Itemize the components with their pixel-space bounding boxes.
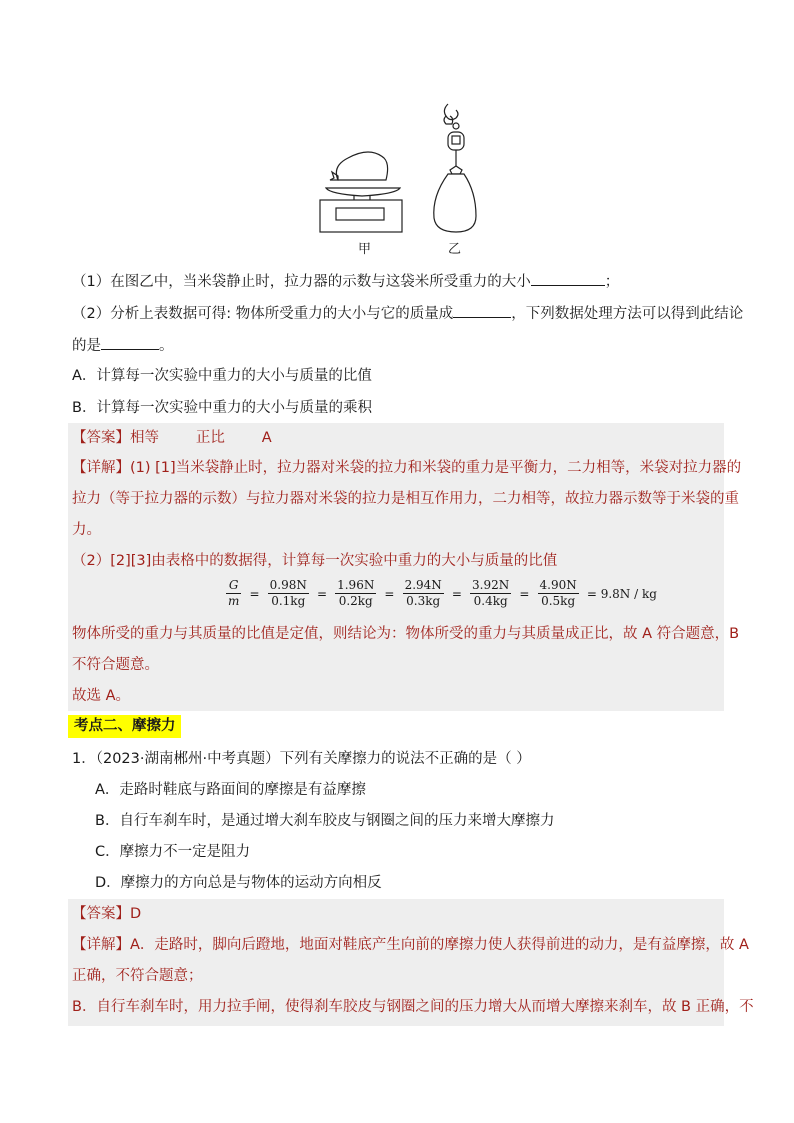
formula-num: 2.94N — [404, 578, 442, 592]
detail-1-line-2: 拉力（等于拉力器的示数）与拉力器对米袋的拉力是相互作用力，二力相等，故拉力器示数等于米袋的重 — [72, 491, 739, 507]
question-2-line2-end: 。 — [159, 338, 174, 354]
formula-g: G — [226, 578, 241, 594]
detail-2-line-3: B．自行车刹车时，用力拉手闸，使得刹车胶皮与钢圈之间的压力增大从而增大摩擦来刹车，故 B 正确，不 — [72, 999, 754, 1015]
figure-label-jia: 甲 — [358, 242, 372, 257]
formula-frac-1 — [268, 578, 309, 609]
answer-1 — [72, 428, 272, 448]
option-b: B．计算每一次实验中重力的大小与质量的乘积 — [72, 400, 372, 416]
question-1-text: （1）在图乙中，当米袋静止时，拉力器的示数与这袋米所受重力的大小 — [72, 274, 531, 290]
friction-option-a: A．走路时鞋底与路面间的摩擦是有益摩擦 — [95, 782, 366, 798]
detail-2-line-1 — [72, 935, 749, 955]
formula-frac-3 — [403, 578, 444, 609]
formula-eq: = — [451, 586, 462, 601]
answer-blank-2[interactable] — [453, 302, 511, 318]
friction-option-b: B．自行车刹车时，是通过增大刹车胶皮与钢圈之间的压力来增大摩擦力 — [95, 813, 555, 829]
question-2-text: （2）分析上表数据可得: 物体所受重力的大小与它的质量成 — [72, 306, 454, 322]
formula-den: 0.1kg — [271, 594, 306, 608]
answer-value: 相等 正比 A — [130, 430, 272, 446]
friction-option-c: C．摩擦力不一定是阻力 — [95, 844, 251, 860]
formula-result: = 9.8N / kg — [586, 586, 657, 601]
formula-eq: = — [519, 586, 530, 601]
question-1-end: ； — [604, 274, 620, 290]
experiment-figure — [310, 100, 510, 260]
formula-num: 1.96N — [337, 578, 375, 592]
formula-eq: = — [384, 586, 395, 601]
detail-1-line-1 — [72, 458, 741, 478]
ratio-formula — [225, 578, 659, 616]
formula-num: 3.92N — [472, 578, 510, 592]
formula-den: 0.2kg — [338, 594, 373, 608]
formula-frac-2 — [335, 578, 376, 609]
formula-frac-5 — [538, 578, 579, 609]
detail-2-line-2: 正确，不符合题意； — [72, 968, 203, 984]
detail-1-line-3: 力。 — [72, 522, 101, 538]
answer-blank-3[interactable] — [101, 334, 159, 350]
detail-1-line-6: 不符合题意。 — [72, 657, 159, 673]
question-1 — [72, 270, 619, 292]
question-friction-stem: 1．（2023·湖南郴州·中考真题）下列有关摩擦力的说法不正确的是（ ） — [72, 751, 531, 767]
question-2 — [72, 302, 743, 324]
option-a: A．计算每一次实验中重力的大小与质量的比值 — [72, 368, 372, 384]
detail-1-line-5: 物体所受的重力与其质量的比值是定值，则结论为：物体所受的重力与其质量成正比，故 A 符合题意，B — [72, 626, 740, 642]
section-heading: 考点二、摩擦力 — [68, 715, 181, 738]
formula-num: 0.98N — [269, 578, 307, 592]
detail-2-text-1: A．走路时，脚向后蹬地，地面对鞋底产生向前的摩擦力使人获得前进的动力，是有益摩擦，故 A — [130, 937, 749, 953]
figure-label-yi: 乙 — [448, 242, 462, 257]
answer-value: D — [130, 906, 142, 922]
answer-blank-1[interactable] — [531, 270, 605, 286]
detail-1-text-1: (1) [1]当米袋静止时，拉力器对米袋的拉力和米袋的重力是平衡力，二力相等，米袋对拉力器的 — [130, 460, 742, 476]
question-2-text-cont: ，下列数据处理方法可以得到此结论 — [511, 306, 744, 322]
formula-frac-4 — [470, 578, 511, 609]
formula-den: 0.3kg — [406, 594, 441, 608]
formula-num: 4.90N — [539, 578, 577, 592]
formula-den: 0.4kg — [473, 594, 508, 608]
friction-option-d: D．摩擦力的方向总是与物体的运动方向相反 — [95, 875, 382, 891]
rice-bag-illustration — [310, 100, 510, 260]
formula-eq: = — [316, 586, 328, 601]
formula-den: 0.5kg — [541, 594, 576, 608]
question-2-line2-start: 的是 — [72, 338, 101, 354]
detail-label: 【详解】 — [72, 460, 130, 476]
answer-2 — [72, 904, 141, 924]
formula-m: m — [228, 594, 240, 608]
detail-label: 【详解】 — [72, 937, 130, 953]
detail-1-line-7: 故选 A。 — [72, 688, 131, 704]
detail-1-line-4: （2）[2][3]由表格中的数据得，计算每一次实验中重力的大小与质量的比值 — [72, 553, 558, 569]
answer-label: 【答案】 — [72, 906, 130, 922]
formula-frac-g-m — [226, 578, 241, 609]
question-2-line2 — [72, 334, 174, 356]
answer-label: 【答案】 — [72, 430, 130, 446]
formula-eq: = — [249, 586, 260, 601]
